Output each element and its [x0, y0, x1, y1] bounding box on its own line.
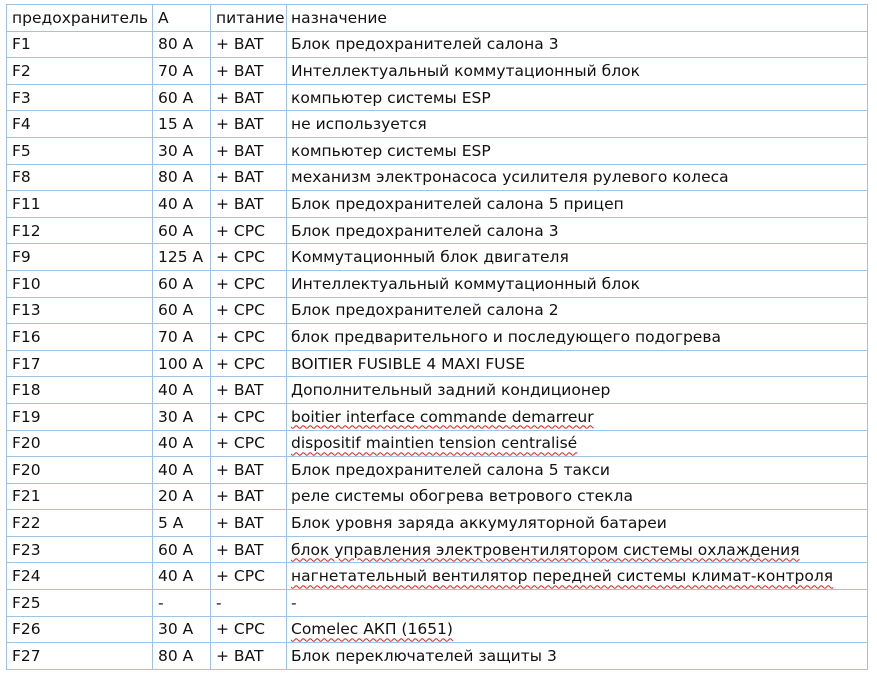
amps-cell[interactable]: 60 A — [153, 270, 211, 297]
table-row — [7, 217, 868, 244]
table-row — [7, 403, 868, 430]
fuse-cell[interactable]: F12 — [7, 217, 153, 244]
power-cell[interactable]: + BAT — [211, 164, 287, 191]
power-cell[interactable]: + BAT — [211, 536, 287, 563]
amps-cell[interactable]: 40 A — [153, 457, 211, 484]
amps-cell[interactable]: 60 A — [153, 84, 211, 111]
fuse-cell[interactable]: F13 — [7, 297, 153, 324]
fuse-cell[interactable]: F4 — [7, 111, 153, 138]
table-row — [7, 430, 868, 457]
purpose-cell[interactable] — [287, 403, 868, 430]
power-cell[interactable]: + BAT — [211, 483, 287, 510]
power-cell[interactable]: - — [211, 590, 287, 617]
fuse-table — [6, 4, 868, 670]
amps-cell[interactable]: - — [153, 590, 211, 617]
purpose-cell[interactable]: компьютер системы ESP — [287, 137, 868, 164]
amps-cell[interactable]: 125 A — [153, 244, 211, 271]
purpose-cell[interactable]: Блок уровня заряда аккумуляторной батареи — [287, 510, 868, 537]
purpose-cell[interactable]: Интеллектуальный коммутационный блок — [287, 58, 868, 85]
table-row — [7, 191, 868, 218]
spellcheck-marked-text: нагнетательный вентилятор передней системы климат-контроля — [291, 567, 834, 586]
power-cell[interactable]: + BAT — [211, 137, 287, 164]
power-cell[interactable]: + CPC — [211, 616, 287, 643]
purpose-cell[interactable] — [287, 536, 868, 563]
amps-cell[interactable]: 5 A — [153, 510, 211, 537]
fuse-cell[interactable]: F9 — [7, 244, 153, 271]
purpose-cell[interactable]: Интеллектуальный коммутационный блок — [287, 270, 868, 297]
purpose-cell[interactable]: компьютер системы ESP — [287, 84, 868, 111]
purpose-cell[interactable]: Блок предохранителей салона 5 прицеп — [287, 191, 868, 218]
spellcheck-marked-text: блок управления электровентилятором системы охлаждения — [291, 540, 800, 559]
purpose-cell[interactable]: не используется — [287, 111, 868, 138]
amps-cell[interactable]: 60 A — [153, 217, 211, 244]
table-row — [7, 536, 868, 563]
fuse-cell[interactable]: F8 — [7, 164, 153, 191]
power-cell[interactable]: + BAT — [211, 377, 287, 404]
purpose-cell[interactable]: Блок предохранителей салона 5 такси — [287, 457, 868, 484]
purpose-cell[interactable]: реле системы обогрева ветрового стекла — [287, 483, 868, 510]
spellcheck-marked-text: dispositif maintien tension centralisé — [291, 434, 578, 453]
amps-cell[interactable]: 40 A — [153, 377, 211, 404]
fuse-cell[interactable]: F24 — [7, 563, 153, 590]
fuse-cell[interactable]: F20 — [7, 457, 153, 484]
header-purpose-cell[interactable]: назначение — [287, 5, 868, 32]
table-row — [7, 377, 868, 404]
amps-cell[interactable]: 40 A — [153, 430, 211, 457]
table-row — [7, 590, 868, 617]
purpose-cell[interactable] — [287, 616, 868, 643]
purpose-cell[interactable]: Блок предохранителей салона 3 — [287, 217, 868, 244]
power-cell[interactable]: + CPC — [211, 563, 287, 590]
amps-cell[interactable]: 30 A — [153, 403, 211, 430]
purpose-cell[interactable]: Коммутационный блок двигателя — [287, 244, 868, 271]
table-row — [7, 510, 868, 537]
amps-cell[interactable]: 30 A — [153, 137, 211, 164]
power-cell[interactable]: + BAT — [211, 191, 287, 218]
fuse-cell[interactable]: F16 — [7, 324, 153, 351]
amps-cell[interactable]: 40 A — [153, 563, 211, 590]
fuse-table-body — [7, 5, 868, 670]
table-row — [7, 483, 868, 510]
amps-cell[interactable]: 70 A — [153, 58, 211, 85]
power-cell[interactable]: + CPC — [211, 430, 287, 457]
spellcheck-marked-text: Comelec АКП (1651) — [291, 620, 453, 639]
header-fuse-cell[interactable]: предохранитель — [7, 5, 153, 32]
header-row — [7, 5, 868, 32]
fuse-cell[interactable]: F19 — [7, 403, 153, 430]
purpose-cell[interactable]: механизм электронасоса усилителя рулевого колеса — [287, 164, 868, 191]
table-row — [7, 563, 868, 590]
fuse-cell[interactable]: F3 — [7, 84, 153, 111]
purpose-cell[interactable]: BOITIER FUSIBLE 4 MAXI FUSE — [287, 350, 868, 377]
power-cell[interactable]: + CPC — [211, 244, 287, 271]
table-row — [7, 137, 868, 164]
purpose-cell[interactable] — [287, 430, 868, 457]
purpose-cell[interactable]: Блок переключателей защиты 3 — [287, 643, 868, 670]
fuse-cell[interactable]: F5 — [7, 137, 153, 164]
fuse-cell[interactable]: F2 — [7, 58, 153, 85]
amps-cell[interactable]: 80 A — [153, 643, 211, 670]
table-row — [7, 84, 868, 111]
purpose-cell[interactable] — [287, 563, 868, 590]
amps-cell[interactable]: 60 A — [153, 297, 211, 324]
purpose-cell[interactable]: - — [287, 590, 868, 617]
fuse-cell[interactable]: F17 — [7, 350, 153, 377]
fuse-cell[interactable]: F21 — [7, 483, 153, 510]
amps-cell[interactable]: 30 A — [153, 616, 211, 643]
amps-cell[interactable]: 40 A — [153, 191, 211, 218]
spellcheck-marked-text: boitier interface commande demarreur — [291, 407, 594, 426]
header-power-cell[interactable]: питание — [211, 5, 287, 32]
fuse-cell[interactable]: F25 — [7, 590, 153, 617]
fuse-cell[interactable]: F20 — [7, 430, 153, 457]
fuse-cell[interactable]: F18 — [7, 377, 153, 404]
amps-cell[interactable]: 100 A — [153, 350, 211, 377]
table-row — [7, 616, 868, 643]
table-row — [7, 643, 868, 670]
power-cell[interactable]: + BAT — [211, 643, 287, 670]
fuse-cell[interactable]: F23 — [7, 536, 153, 563]
amps-cell[interactable]: 15 A — [153, 111, 211, 138]
table-row — [7, 457, 868, 484]
table-row — [7, 58, 868, 85]
power-cell[interactable]: + CPC — [211, 403, 287, 430]
table-row — [7, 164, 868, 191]
amps-cell[interactable]: 60 A — [153, 536, 211, 563]
amps-cell[interactable]: 70 A — [153, 324, 211, 351]
table-row — [7, 270, 868, 297]
fuse-cell[interactable]: F1 — [7, 31, 153, 58]
amps-cell[interactable]: 80 A — [153, 164, 211, 191]
power-cell[interactable]: + CPC — [211, 270, 287, 297]
purpose-cell[interactable]: Дополнительный задний кондиционер — [287, 377, 868, 404]
fuse-cell[interactable]: F27 — [7, 643, 153, 670]
purpose-cell[interactable]: Блок предохранителей салона 2 — [287, 297, 868, 324]
purpose-cell[interactable]: Блок предохранителей салона 3 — [287, 31, 868, 58]
fuse-cell[interactable]: F22 — [7, 510, 153, 537]
power-cell[interactable]: + BAT — [211, 457, 287, 484]
fuse-cell[interactable]: F11 — [7, 191, 153, 218]
power-cell[interactable]: + CPC — [211, 217, 287, 244]
table-row — [7, 244, 868, 271]
fuse-cell[interactable]: F10 — [7, 270, 153, 297]
power-cell[interactable]: + CPC — [211, 350, 287, 377]
table-row — [7, 297, 868, 324]
power-cell[interactable]: + BAT — [211, 510, 287, 537]
power-cell[interactable]: + CPC — [211, 324, 287, 351]
purpose-cell[interactable]: блок предварительного и последующего подогрева — [287, 324, 868, 351]
fuse-cell[interactable]: F26 — [7, 616, 153, 643]
amps-cell[interactable]: 80 A — [153, 31, 211, 58]
power-cell[interactable]: + CPC — [211, 297, 287, 324]
table-row — [7, 31, 868, 58]
header-amps-cell[interactable]: A — [153, 5, 211, 32]
table-row — [7, 350, 868, 377]
table-row — [7, 111, 868, 138]
power-cell[interactable]: + BAT — [211, 31, 287, 58]
power-cell[interactable]: + BAT — [211, 84, 287, 111]
table-row — [7, 324, 868, 351]
power-cell[interactable]: + BAT — [211, 111, 287, 138]
amps-cell[interactable]: 20 A — [153, 483, 211, 510]
power-cell[interactable]: + BAT — [211, 58, 287, 85]
